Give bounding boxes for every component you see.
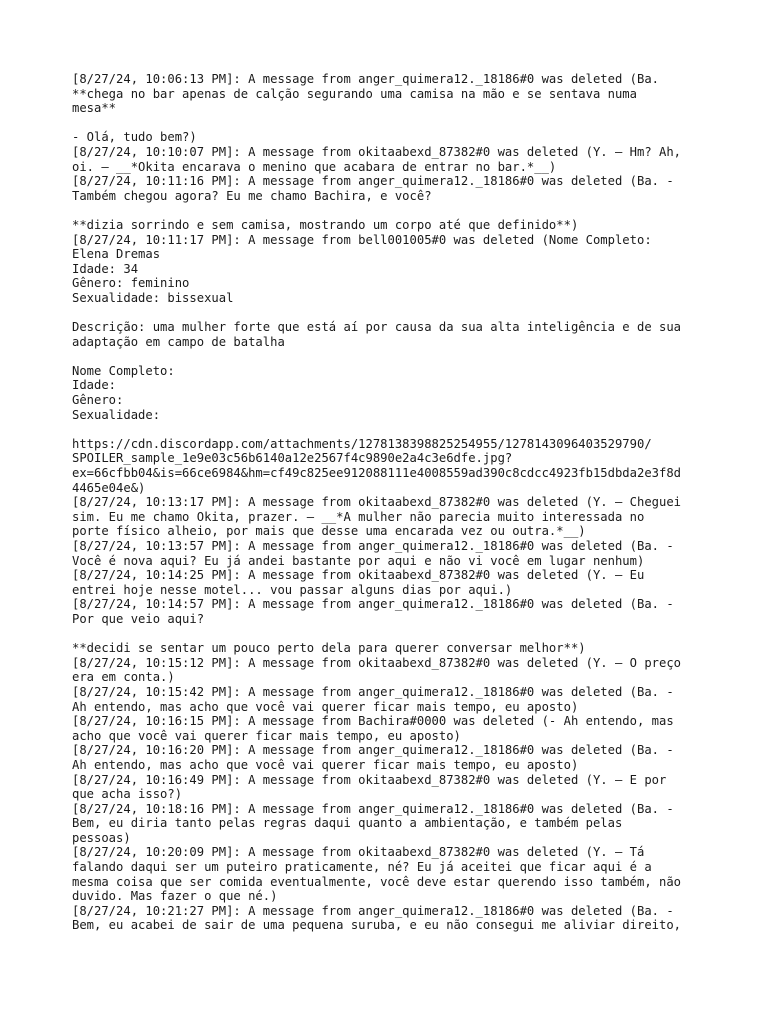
text-line: era em conta.): [72, 670, 175, 685]
text-line: [8/27/24, 10:06:13 PM]: A message from anger_quimera12._18186#0 was deleted (Ba.: [72, 72, 659, 86]
text-line: [8/27/24, 10:10:07 PM]: A message from okitaabexd_87382#0 was deleted (Y. — Hm? Ah,: [72, 144, 682, 159]
document-page: [72, 72, 712, 933]
blank-line: [72, 306, 712, 321]
text-line: falando daqui ser um puteiro praticamente, né? Eu já aceitei que ficar aqui é a: [72, 860, 652, 875]
text-line: SPOILER_sample_1e9e03c56b6140a12e2567f4c9890e2a4c3e6dfe.jpg?: [72, 451, 513, 466]
text-line: adaptação em campo de batalha: [72, 334, 285, 349]
text-line: [8/27/24, 10:13:57 PM]: A message from anger_quimera12._18186#0 was deleted (Ba. -: [72, 539, 674, 553]
text-line: [8/27/24, 10:16:49 PM]: A message from okitaabexd_87382#0 was deleted (Y. — E por: [72, 772, 667, 787]
blank-line: [72, 627, 712, 642]
text-line: [8/27/24, 10:15:42 PM]: A message from anger_quimera12._18186#0 was deleted (Ba. -: [72, 684, 674, 699]
text-line: [8/27/24, 10:20:09 PM]: A message from okitaabexd_87382#0 was deleted (Y. — Tá: [72, 845, 645, 860]
text-line: 4465e04e&): [72, 480, 146, 495]
text-line: [8/27/24, 10:11:17 PM]: A message from bell001005#0 was deleted (Nome Completo:: [72, 232, 652, 247]
text-line: [8/27/24, 10:14:25 PM]: A message from okitaabexd_87382#0 was deleted (Y. — Eu: [72, 568, 645, 583]
text-line: Nome Completo:: [72, 363, 175, 378]
text-line: pessoas): [72, 830, 131, 845]
text-line: [8/27/24, 10:16:20 PM]: A message from anger_quimera12._18186#0 was deleted (Ba. -: [72, 743, 674, 758]
blank-line: [72, 349, 712, 364]
text-line: duvido. Mas fazer o que né.): [72, 889, 278, 904]
text-line: Idade: 34: [72, 261, 139, 276]
text-line: Elena Dremas: [72, 247, 161, 262]
text-line: porte físico alheio, por mais que desse uma encarada vez ou outra.*__): [72, 524, 586, 539]
text-line: Por que veio aqui?: [72, 611, 205, 626]
text-line: Bem, eu acabei de sair de uma pequena suruba, e eu não consegui me aliviar direito,: [72, 918, 682, 933]
text-line: [8/27/24, 10:21:27 PM]: A message from anger_quimera12._18186#0 was deleted (Ba. -: [72, 903, 674, 918]
blank-line: [72, 116, 712, 131]
text-line: mesma coisa que ser comida eventualmente, você deve estar querendo isso também, não: [72, 874, 682, 889]
text-line: Gênero: feminino: [72, 276, 190, 291]
text-line: Sexualidade: bissexual: [72, 290, 234, 305]
text-line: Bem, eu diria tanto pelas regras daqui quanto a ambientação, e também pelas: [72, 816, 623, 831]
text-line: entrei hoje nesse motel... vou passar alguns dias por aqui.): [72, 582, 513, 597]
text-line: [8/27/24, 10:16:15 PM]: A message from Bachira#0000 was deleted (- Ah entendo, mas: [72, 714, 674, 729]
text-line: - Olá, tudo bem?): [72, 130, 197, 145]
text-line: ex=66cfbb04&is=66ce6984&hm=cf49c825ee912088111e4008559ad390c8cdcc4923fb15dbda2e3f8d: [72, 466, 682, 481]
text-line: Descrição: uma mulher forte que está aí por causa da sua alta inteligência e de sua: [72, 320, 682, 335]
text-line: Sexualidade:: [72, 407, 161, 422]
text-line: sim. Eu me chamo Okita, prazer. – __*A mulher não parecia muito interessada no: [72, 509, 645, 524]
blank-line: [72, 203, 712, 218]
text-line: [8/27/24, 10:18:16 PM]: A message from anger_quimera12._18186#0 was deleted (Ba. -: [72, 801, 674, 816]
text-line: https://cdn.discordapp.com/attachments/1278138398825254955/1278143096403529790/: [72, 436, 652, 451]
text-line: [8/27/24, 10:11:16 PM]: A message from anger_quimera12._18186#0 was deleted (Ba. -: [72, 174, 674, 189]
text-line: **chega no bar apenas de calção segurando uma camisa na mão e se sentava numa: [72, 86, 637, 101]
text-line: [8/27/24, 10:15:12 PM]: A message from okitaabexd_87382#0 was deleted (Y. — O preço: [72, 655, 682, 670]
text-line: Você é nova aqui? Eu já andei bastante por aqui e não vi você em lugar nenhum): [72, 553, 645, 568]
text-line: Também chegou agora? Eu me chamo Bachira, e você?: [72, 188, 432, 203]
text-line: acho que você vai querer ficar mais tempo, eu aposto): [72, 728, 461, 743]
text-line: **decidi se sentar um pouco perto dela para querer conversar melhor**): [72, 641, 586, 656]
text-line: **dizia sorrindo e sem camisa, mostrando um corpo até que definido**): [72, 217, 579, 232]
text-line: Idade:: [72, 378, 117, 393]
text-line: Ah entendo, mas acho que você vai querer ficar mais tempo, eu aposto): [72, 699, 579, 714]
text-line: Gênero:: [72, 393, 124, 408]
text-line: oi. – __*Okita encarava o menino que acabara de entrar no bar.*__): [72, 159, 557, 174]
text-line: Ah entendo, mas acho que você vai querer ficar mais tempo, eu aposto): [72, 757, 579, 772]
text-line: [8/27/24, 10:13:17 PM]: A message from okitaabexd_87382#0 was deleted (Y. — Cheguei: [72, 495, 682, 510]
text-line: que acha isso?): [72, 787, 183, 802]
blank-line: [72, 422, 712, 437]
text-line: mesa**: [72, 101, 117, 116]
text-line: [8/27/24, 10:14:57 PM]: A message from anger_quimera12._18186#0 was deleted (Ba. -: [72, 597, 674, 612]
